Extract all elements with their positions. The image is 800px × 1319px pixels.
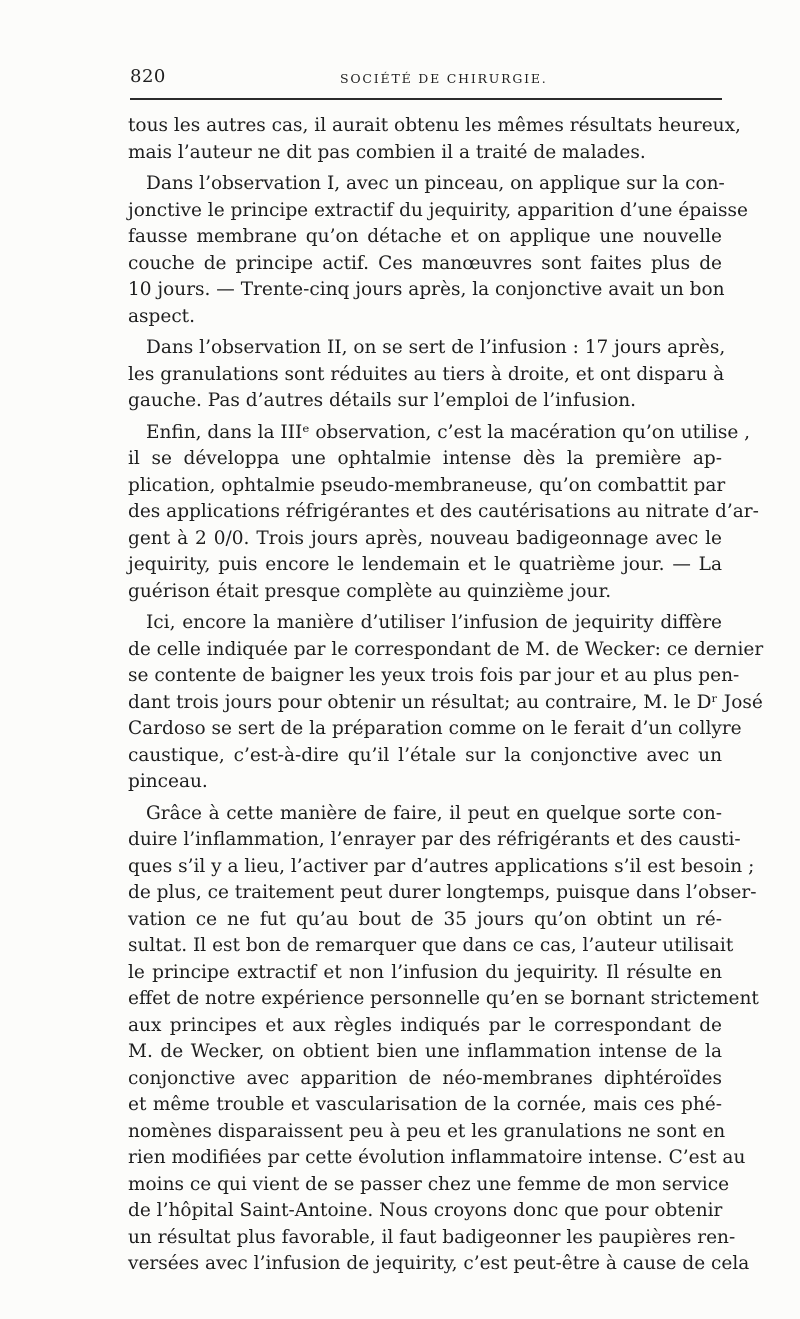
text-line: conjonctive avec apparition de néo-membranes diphtéroïdes [128,1067,722,1089]
paragraph [128,335,726,415]
paragraph [128,113,741,166]
page-number: 820 [130,66,166,87]
text-line: les granulations sont réduites au tiers à droite, et ont disparu à [128,363,725,385]
text-line: de l’hôpital Saint-Antoine. Nous croyons donc que pour obtenir [128,1200,723,1221]
text-line: nomènes disparaissent peu à peu et les granulations ne sont en [128,1120,726,1142]
body-text [128,113,764,1278]
text-line: 10 jours. — Trente-cinq jours après, la conjonctive avait un bon [128,279,725,300]
text-line: duire l’inflammation, l’enrayer par des réfrigérants et des causti- [128,829,741,850]
text-line: mais l’auteur ne dit pas combien il a traité de malades. [128,141,646,163]
text-line: caustique, c’est-à-dire qu’il l’étale sur la conjonctive avec un [128,744,722,766]
paragraph [128,610,764,796]
text-line: et même trouble et vascularisation de la cornée, mais ces phé- [128,1094,722,1115]
text-line: vation ce ne fut qu’au bout de 35 jours qu’on obtint un ré- [128,908,722,930]
text-line: des applications réfrigérantes et des cautérisations au nitrate d’ar- [128,501,759,522]
paragraph [128,171,748,330]
text-line: rien modifiées par cette évolution inflammatoire intense. C’est au [128,1147,746,1168]
text-line: sultat. Il est bon de remarquer que dans ce cas, l’auteur utilisait [128,935,734,956]
header-rule [130,98,722,100]
text-line: jequirity, puis encore le lendemain et le quatrième jour. — La [128,554,722,575]
running-header [130,66,722,90]
text-line: Grâce à cette manière de faire, il peut en quelque sorte con- [146,802,722,824]
text-line: gent à 2 0/0. Trois jours après, nouveau badigeonnage avec le [128,527,722,549]
text-line: se contente de baigner les yeux trois fois par jour et au plus pen- [128,665,740,686]
text-line: ques s’il y a lieu, l’activer par d’autres applications s’il est besoin ; [128,855,755,877]
text-line: un résultat plus favorable, il faut badigeonner les paupières ren- [128,1226,736,1248]
text-line: Dans l’observation I, avec un pinceau, on applique sur la con- [146,173,725,194]
text-line: de plus, ce traitement peut durer longtemps, puisque dans l’obser- [128,882,757,903]
running-title: SOCIÉTÉ DE CHIRURGIE. [340,71,548,86]
text-line: de celle indiquée par le correspondant de M. de Wecker: ce dernier [128,638,764,660]
paragraph [128,420,759,606]
text-line: plication, ophtalmie pseudo-membraneuse, qu’on combattit par [128,474,726,496]
text-line: M. de Wecker, on obtient bien une inflammation intense de la [128,1041,722,1062]
text-line: versées avec l’infusion de jequirity, c’est peut-être à cause de cela [128,1253,750,1274]
text-line: dant trois jours pour obtenir un résultat; au contraire, M. le Dʳ José [128,691,763,713]
text-line: guérison était presque complète au quinzième jour. [128,580,612,602]
text-line: fausse membrane qu’on détache et on applique une nouvelle [128,226,722,247]
text-line: jonctive le principe extractif du jequirity, apparition d’une épaisse [128,199,748,221]
text-line: moins ce qui vient de se passer chez une femme de mon service [128,1173,730,1195]
text-line: Ici, encore la manière d’utiliser l’infusion de jequirity diffère [146,612,722,633]
text-line: aspect. [128,305,195,327]
text-line: Dans l’observation II, on se sert de l’infusion : 17 jours après, [146,337,726,358]
text-line: il se développa une ophtalmie intense dès la première ap- [128,448,722,469]
text-line: gauche. Pas d’autres détails sur l’emploi de l’infusion. [128,390,637,411]
text-line: tous les autres cas, il aurait obtenu les mêmes résultats heureux, [128,115,741,136]
text-line: Enfin, dans la IIIᵉ observation, c’est la macération qu’on utilise , [146,421,751,443]
text-line: le principe extractif et non l’infusion du jequirity. Il résulte en [128,961,722,983]
text-line: pinceau. [128,771,208,792]
text-line: Cardoso se sert de la préparation comme on le ferait d’un collyre [128,718,742,739]
text-line: effet de notre expérience personnelle qu’en se bornant strictement [128,988,759,1009]
paragraph [128,801,759,1278]
text-line: couche de principe actif. Ces manœuvres sont faites plus de [128,252,722,274]
text-line: aux principes et aux règles indiqués par le correspondant de [128,1014,722,1036]
